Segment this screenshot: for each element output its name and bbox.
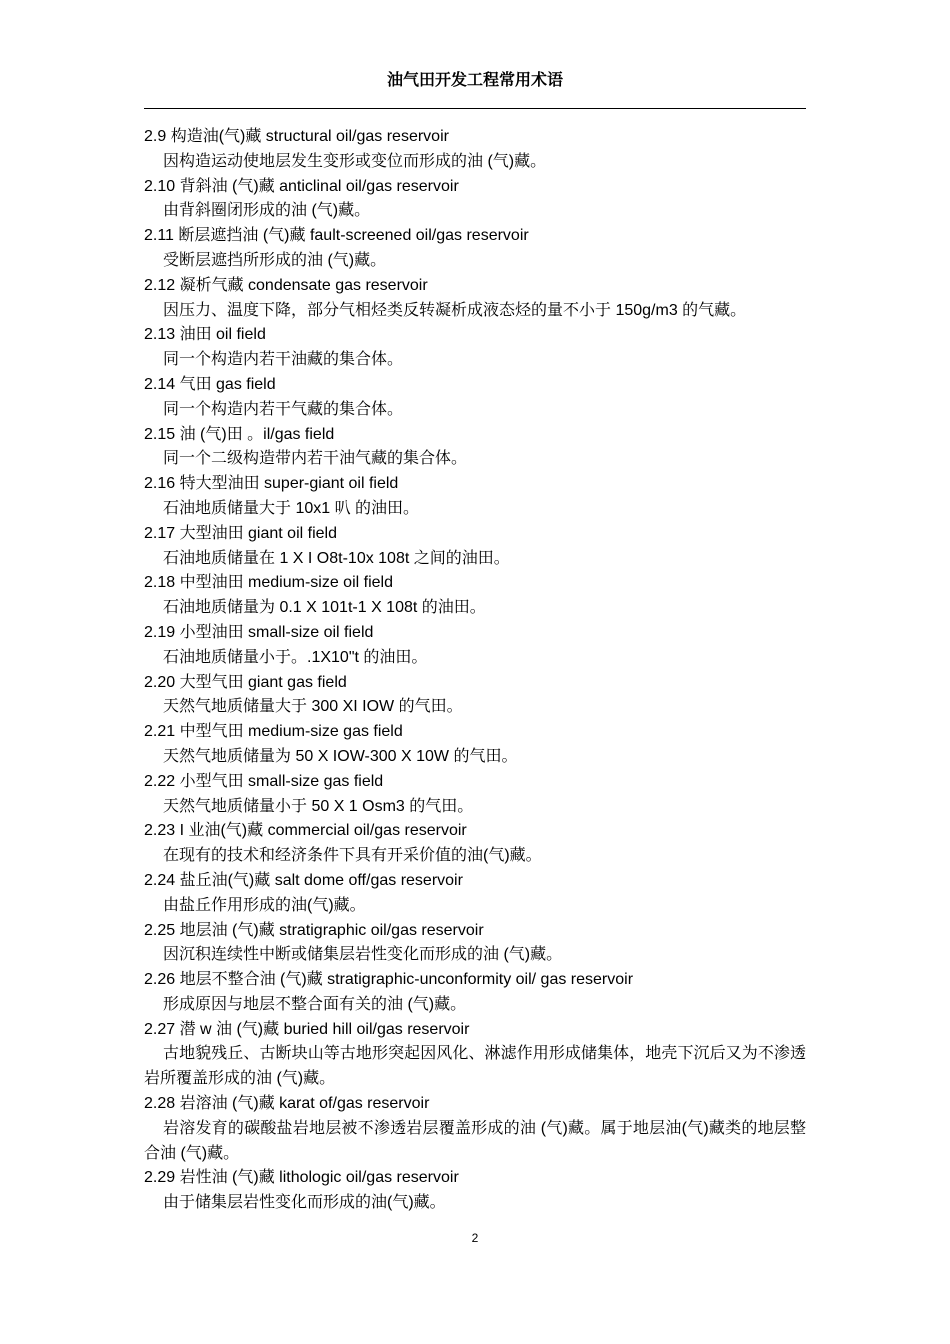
entry-definition: 天然气地质储量小于 50 X 1 Osm3 的气田。 [163, 797, 474, 815]
entry-2-11 [144, 224, 806, 274]
entry-2-28 [144, 1092, 806, 1166]
entry-definition: 因构造运动使地层发生变形或变位而形成的油 (气)藏。 [163, 152, 547, 170]
entry-definition: 形成原因与地层不整合面有关的油 (气)藏。 [163, 995, 467, 1013]
entry-definition: 在现有的技术和经济条件下具有开采价值的油(气)藏。 [163, 847, 542, 865]
entry-term: 2.22 小型气田 small-size gas field [144, 772, 384, 790]
entry-definition: 由于储集层岩性变化而形成的油(气)藏。 [163, 1194, 446, 1212]
entry-term: 2.14 气田 gas field [144, 375, 276, 393]
entry-definition: 石油地质储量大于 10x1 叭 的油田。 [163, 499, 420, 517]
entry-definition: 同一个二级构造带内若干油气藏的集合体。 [163, 450, 468, 468]
entry-term: 2.9 构造油(气)藏 structural oil/gas reservoir [144, 128, 449, 145]
entry-2-20 [144, 671, 806, 721]
entry-2-16 [144, 472, 806, 522]
entry-term: 2.21 中型气田 medium-size gas field [144, 723, 403, 741]
entry-term: 2.15 油 (气)田 。il/gas field [144, 425, 335, 443]
entry-definition: 石油地质储量小于。.1X10"t 的油田。 [163, 648, 428, 666]
entry-2-29 [144, 1166, 806, 1216]
entry-term: 2.27 潜 w 油 (气)藏 buried hill oil/gas reservoir [144, 1020, 470, 1038]
entry-term: 2.16 特大型油田 super-giant oil field [144, 475, 399, 493]
entry-term: 2.25 地层油 (气)藏 stratigraphic oil/gas reservoir [144, 921, 484, 939]
entry-2-10 [144, 175, 806, 225]
entry-term: 2.20 大型气田 giant gas field [144, 673, 347, 691]
entry-term: 2.19 小型油田 small-size oil field [144, 623, 374, 641]
entry-definition: 受断层遮挡所形成的油 (气)藏。 [163, 251, 387, 269]
entry-2-9 [144, 125, 806, 175]
entry-term: 2.24 盐丘油(气)藏 salt dome off/gas reservoir [144, 871, 463, 889]
entry-term: 2.12 凝析气藏 condensate gas reservoir [144, 276, 428, 294]
entry-definition: 石油地质储量为 0.1 X 101t-1 X 108t 的油田。 [163, 599, 486, 617]
document-body [144, 125, 806, 1216]
entry-2-24 [144, 869, 806, 919]
entry-2-12 [144, 274, 806, 324]
entry-2-21 [144, 720, 806, 770]
entry-2-13 [144, 323, 806, 373]
entry-2-18 [144, 571, 806, 621]
entry-term: 2.23 I 业油(气)藏 commercial oil/gas reservoir [144, 822, 467, 840]
entry-2-22 [144, 770, 806, 820]
entry-2-17 [144, 522, 806, 572]
entry-definition: 古地貌残丘、古断块山等古地形突起因风化、淋滤作用形成储集体，地壳下沉后又为不渗透岩所覆盖形成的油 (气)藏。 [144, 1045, 806, 1088]
entry-term: 2.17 大型油田 giant oil field [144, 524, 337, 542]
entry-definition: 岩溶发育的碳酸盐岩地层被不渗透岩层覆盖形成的油 (气)藏。属于地层油(气)藏类的地层整合油 (气)藏。 [144, 1119, 806, 1162]
entry-definition: 同一个构造内若干油藏的集合体。 [163, 351, 404, 369]
header-divider [144, 108, 806, 109]
entry-term: 2.13 油田 oil field [144, 326, 266, 344]
entry-definition: 天然气地质储量大于 300 XI IOW 的气田。 [163, 698, 463, 716]
entry-2-23 [144, 819, 806, 869]
page-header-title: 油气田开发工程常用术语 [386, 72, 563, 89]
entry-2-14 [144, 373, 806, 423]
entry-2-26 [144, 968, 806, 1018]
entry-term: 2.26 地层不整合油 (气)藏 stratigraphic-unconformity oil/ gas reservoir [144, 971, 634, 989]
entry-2-25 [144, 919, 806, 969]
entry-2-19 [144, 621, 806, 671]
entry-term: 2.29 岩性油 (气)藏 lithologic oil/gas reservoir [144, 1169, 459, 1187]
entry-definition: 石油地质储量在 1 X I O8t-10x 108t 之间的油田。 [163, 549, 510, 567]
entry-term: 2.10 背斜油 (气)藏 anticlinal oil/gas reservoir [144, 177, 459, 195]
entry-definition: 由盐丘作用形成的油(气)藏。 [163, 896, 366, 914]
entry-term: 2.28 岩溶油 (气)藏 karat of/gas reservoir [144, 1095, 430, 1113]
entry-definition: 同一个构造内若干气藏的集合体。 [163, 400, 404, 418]
entry-2-15 [144, 423, 806, 473]
page-number: 2 [471, 1231, 479, 1245]
entry-definition: 因压力、温度下降，部分气相烃类反转凝析成液态烃的量不小于 150g/m3 的气藏。 [163, 301, 747, 319]
entry-term: 2.11 断层遮挡油 (气)藏 fault-screened oil/gas reservoir [144, 227, 529, 245]
entry-term: 2.18 中型油田 medium-size oil field [144, 574, 393, 592]
entry-definition: 天然气地质储量为 50 X IOW-300 X 10W 的气田。 [163, 747, 518, 765]
entry-2-27 [144, 1018, 806, 1092]
entry-definition: 由背斜圈闭形成的油 (气)藏。 [163, 202, 371, 220]
entry-definition: 因沉积连续性中断或储集层岩性变化而形成的油 (气)藏。 [163, 946, 563, 964]
